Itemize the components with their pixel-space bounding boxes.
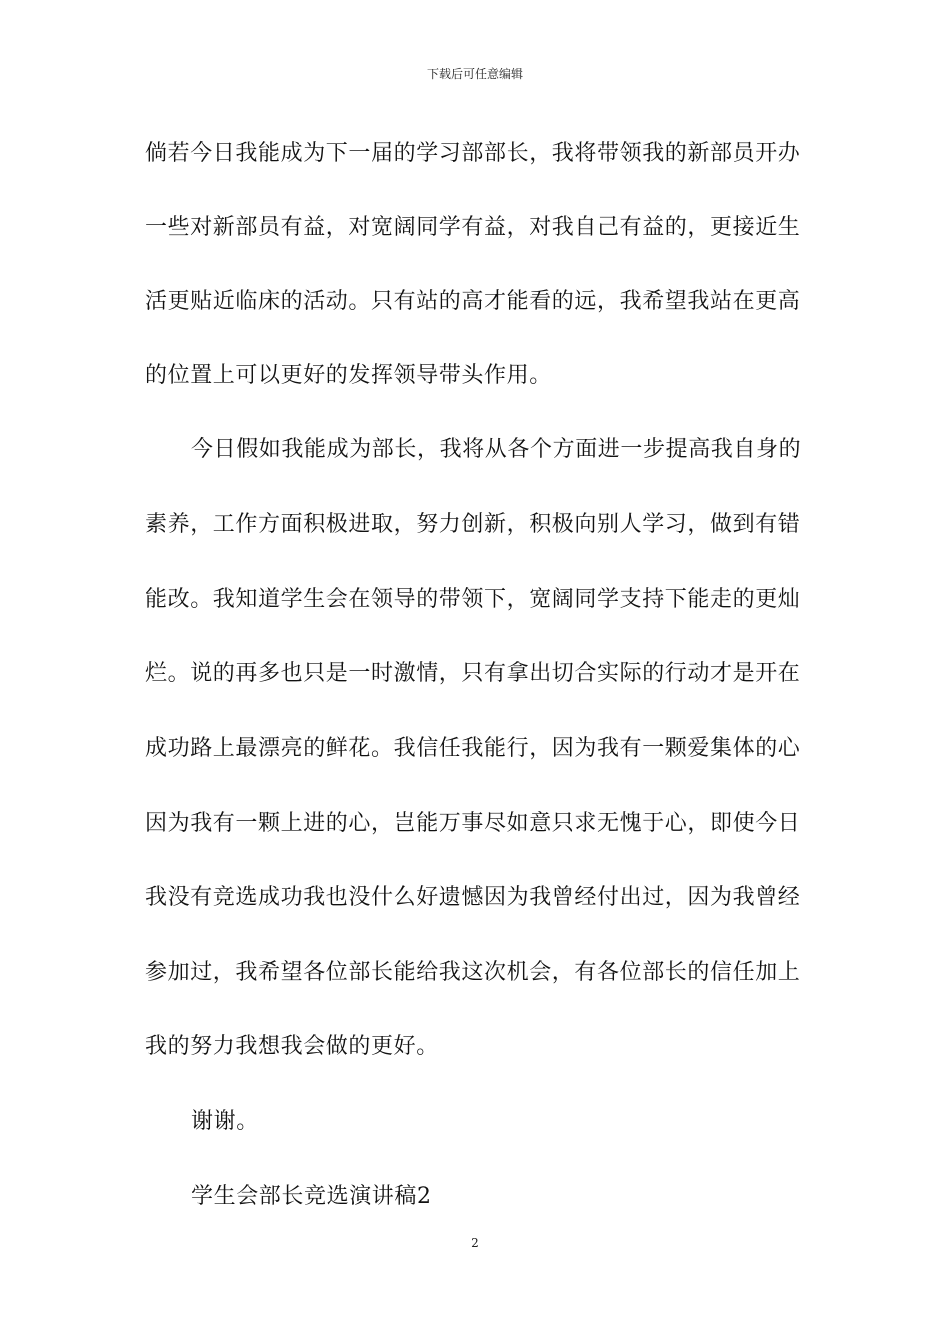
paragraph-line: 能改。我知道学生会在领导的带领下，宽阔同学支持下能走的更灿 <box>145 587 801 612</box>
page-header: 下载后可任意编辑 <box>426 67 523 81</box>
paragraph-line: 烂。说的再多也只是一时激情，只有拿出切合实际的行动才是开在 <box>145 661 801 686</box>
paragraph-line: 今日假如我能成为部长，我将从各个方面进一步提高我自身的 <box>191 437 802 462</box>
section-title: 学生会部长竞选演讲稿2 <box>191 1184 432 1209</box>
page-number: 2 <box>471 1236 479 1250</box>
paragraph-line: 倘若今日我能成为下一届的学习部部长，我将带领我的新部员开办 <box>145 141 801 166</box>
thanks-line: 谢谢。 <box>191 1109 259 1134</box>
paragraph-line: 参加过，我希望各位部长能给我这次机会，有各位部长的信任加上 <box>145 960 801 985</box>
paragraph-line: 活更贴近临床的活动。只有站的高才能看的远，我希望我站在更高 <box>145 289 801 314</box>
paragraph-line: 的位置上可以更好的发挥领导带头作用。 <box>145 363 552 388</box>
paragraph-line: 我没有竞选成功我也没什么好遗憾因为我曾经付出过，因为我曾经 <box>145 885 801 910</box>
paragraph-line: 我的努力我想我会做的更好。 <box>145 1034 439 1059</box>
paragraph-line: 成功路上最漂亮的鲜花。我信任我能行，因为我有一颗爱集体的心 <box>145 736 801 761</box>
paragraph-line: 素养，工作方面积极进取，努力创新，积极向别人学习，做到有错 <box>145 512 801 537</box>
paragraph-line: 一些对新部员有益，对宽阔同学有益，对我自己有益的，更接近生 <box>145 215 801 240</box>
paragraph-line: 因为我有一颗上进的心，岂能万事尽如意只求无愧于心，即使今日 <box>145 811 801 836</box>
